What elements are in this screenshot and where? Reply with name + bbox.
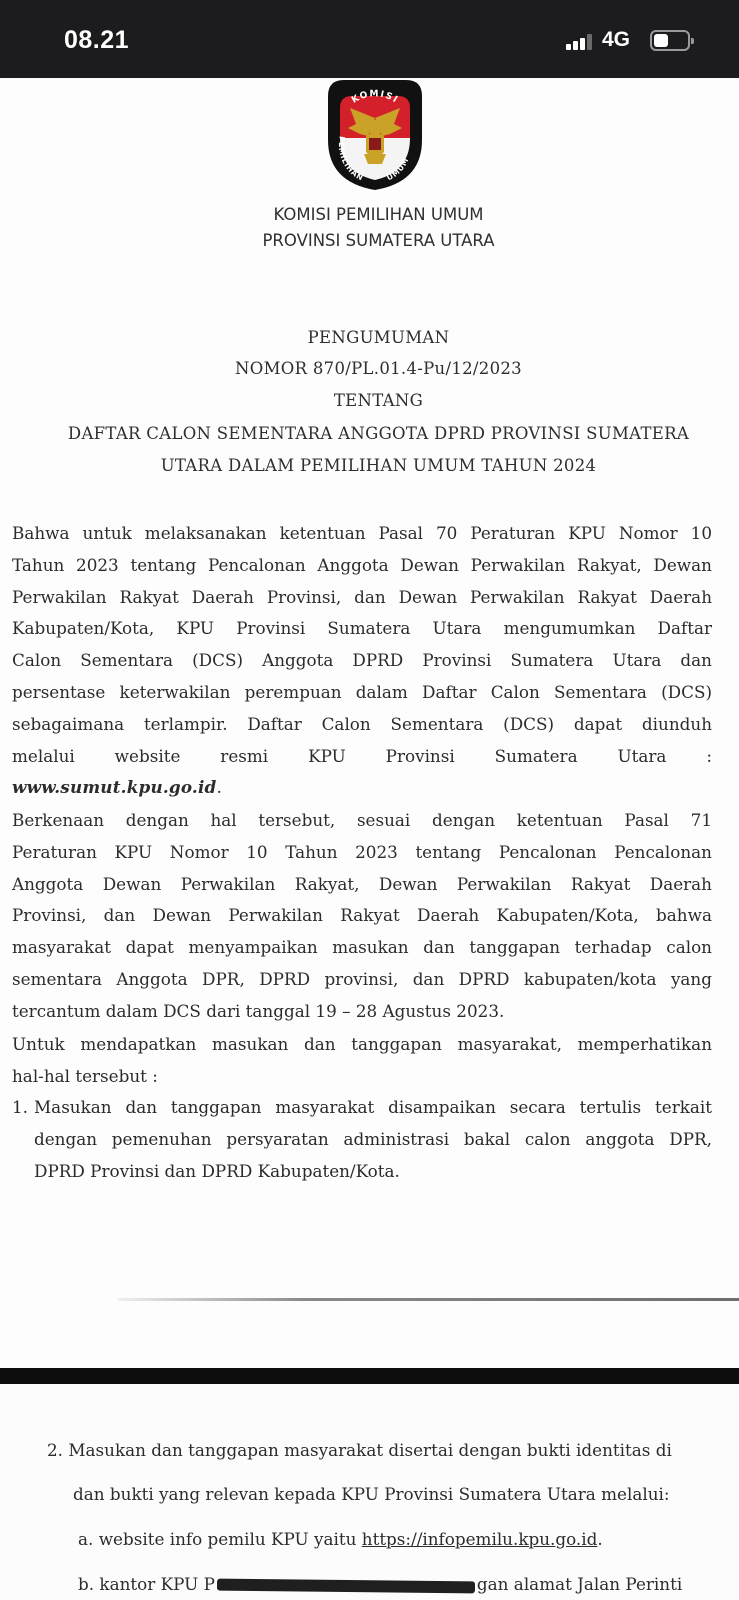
- paragraph-3-line: hal-hal tersebut :: [12, 1065, 158, 1086]
- announcement-about: TENTANG: [333, 391, 424, 410]
- paragraph-1-line: Perwakilan Rakyat Daerah Provinsi, dan Dewan Perwakilan Rakyat Daerah: [12, 586, 712, 607]
- list-item-2-number: 2.: [47, 1440, 64, 1460]
- logo-left-text: PEMILIHAN: [336, 135, 366, 183]
- announcement-heading: PENGUMUMAN: [307, 328, 450, 347]
- list-item-2-text: Masukan dan tanggapan masyarakat disertai dengan bukti identitas di: [68, 1440, 672, 1460]
- list-item-1: [12, 1092, 712, 1187]
- sub-item-b-label: b.: [78, 1574, 95, 1594]
- paragraph-1-line: Kabupaten/Kota, KPU Provinsi Sumatera Utara mengumumkan Daftar: [12, 618, 712, 639]
- paragraph-1-line: Tahun 2023 tentang Pencalonan Anggota Dewan Perwakilan Rakyat, Dewan: [12, 554, 712, 575]
- paragraph-1-line: Calon Sementara (DCS) Anggota DPRD Provinsi Sumatera Utara dan: [12, 650, 712, 671]
- list-item-2-line-1: [47, 1440, 672, 1460]
- list-item-body: [34, 1092, 712, 1187]
- network-label: 4G: [602, 28, 631, 51]
- paragraph-1: [12, 518, 712, 804]
- page-separator: [0, 1368, 739, 1384]
- paragraph-3-line: Untuk mendapatkan masukan dan tanggapan masyarakat, memperhatikan: [12, 1034, 712, 1054]
- list-item-line: DPRD Provinsi dan DPRD Kabupaten/Kota.: [34, 1160, 400, 1181]
- sub-item-b: [78, 1574, 682, 1594]
- announcement-number: NOMOR 870/PL.01.4-Pu/12/2023: [235, 359, 522, 378]
- sub-item-a-label: a.: [78, 1529, 94, 1549]
- paragraph-2: [12, 805, 712, 1028]
- paragraph-2-line: masyarakat dapat menyampaikan masukan dan tanggapan terhadap calon: [12, 937, 712, 958]
- paragraph-2-line: Berkenaan dengan hal tersebut, sesuai dengan ketentuan Pasal 71: [12, 810, 712, 830]
- sub-item-b-text-end: gan alamat Jalan Perinti: [476, 1574, 683, 1594]
- kpu-logo: [320, 78, 430, 190]
- infopemilu-link[interactable]: https://infopemilu.kpu.go.id: [361, 1529, 598, 1549]
- document-page-2[interactable]: [0, 1384, 739, 1600]
- status-bar: [0, 0, 739, 78]
- announcement-subject-line-2: UTARA DALAM PEMILIHAN UMUM TAHUN 2024: [160, 456, 597, 475]
- signal-icon: [566, 34, 594, 50]
- sub-item-a: [78, 1529, 603, 1549]
- website-link[interactable]: www.sumut.kpu.go.id: [12, 777, 217, 798]
- paragraph-1-line: sebagaimana terlampir. Daftar Calon Sementara (DCS) dapat diunduh: [12, 713, 712, 734]
- scan-edge-line: [118, 1298, 739, 1301]
- paragraph-1-line: melalui website resmi KPU Provinsi Sumatera Utara :: [12, 745, 712, 766]
- paragraph-2-last-line: tercantum dalam DCS dari tanggal 19 – 28 Agustus 2023.: [12, 1000, 505, 1021]
- logo-right-text: UMUM: [385, 155, 411, 183]
- website-suffix: .: [216, 777, 222, 798]
- list-item-line: dengan pemenuhan persyaratan administrasi bakal calon anggota DPR,: [34, 1128, 712, 1149]
- list-item-2-line-2: dan bukti yang relevan kepada KPU Provinsi Sumatera Utara melalui:: [73, 1484, 670, 1504]
- sub-item-b-text-start: kantor KPU P: [99, 1574, 215, 1594]
- list-item-line: Masukan dan tanggapan masyarakat disampaikan secara tertulis terkait: [34, 1097, 712, 1117]
- org-name-line-2: PROVINSI SUMATERA UTARA: [262, 231, 495, 250]
- sub-item-a-suffix: .: [597, 1529, 603, 1549]
- document-page-1[interactable]: [0, 78, 739, 1368]
- paragraph-3: [12, 1029, 712, 1093]
- website-line: [12, 772, 712, 804]
- redaction-mark: [217, 1578, 475, 1593]
- paragraph-1-line: Bahwa untuk melaksanakan ketentuan Pasal 70 Peraturan KPU Nomor 10: [12, 523, 712, 543]
- paragraph-2-line: sementara Anggota DPR, DPRD provinsi, dan DPRD kabupaten/kota yang: [12, 968, 712, 989]
- status-time: 08.21: [64, 26, 130, 54]
- sub-item-a-text: website info pemilu KPU yaitu: [98, 1529, 357, 1549]
- paragraph-2-line: Provinsi, dan Dewan Perwakilan Rakyat Daerah Kabupaten/Kota, bahwa: [12, 905, 712, 926]
- paragraph-1-line: persentase keterwakilan perempuan dalam Daftar Calon Sementara (DCS): [12, 681, 712, 702]
- paragraph-2-line: Peraturan KPU Nomor 10 Tahun 2023 tentang Pencalonan Pencalonan: [12, 841, 712, 862]
- battery-icon: [650, 30, 690, 51]
- org-name-line-1: KOMISI PEMILIHAN UMUM: [273, 205, 484, 224]
- announcement-subject-line-1: DAFTAR CALON SEMENTARA ANGGOTA DPRD PROVINSI SUMATERA: [67, 424, 690, 443]
- logo-top-text: KOMISI: [350, 89, 401, 106]
- paragraph-2-line: Anggota Dewan Perwakilan Rakyat, Dewan Perwakilan Rakyat Daerah: [12, 873, 712, 894]
- list-item-number: 1.: [12, 1097, 29, 1117]
